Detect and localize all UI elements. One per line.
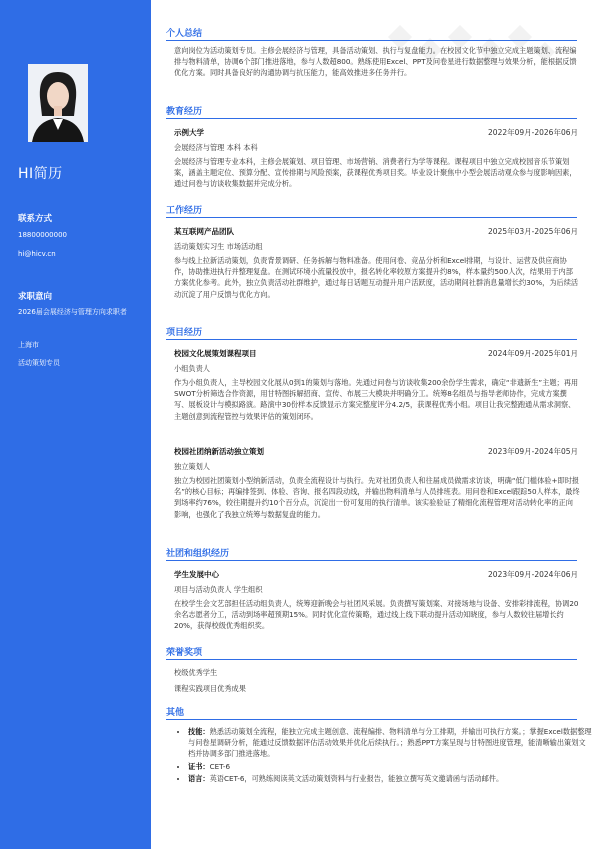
campus-row [174,569,578,580]
education-row [174,127,578,138]
summary-text: 意向岗位为活动策划专员。主修会展经济与管理，具备活动策划、执行与复盘能力。在校园文化节中独立完成主题策划、流程编排与物料清单，协调6个部门推进落地，参与人数超800。熟练使用Excel、PPT及问卷星进行数据整理与效果分析，能根据反馈优化方案。同时具备良好的沟通协调与抗压能力，能高效推进多任务并行。 [174,46,577,78]
list-item-text: CET-6 [209,761,231,771]
sidebar [0,0,151,849]
section-divider [166,659,577,660]
other-title: 其他 [166,708,185,718]
project-role: 小组负责人 [174,364,210,373]
list-item [188,726,592,760]
project-text: 作为小组负责人，主导校园文化展从0到1的策划与落地。先通过问卷与访谈收集200余份学生需求，确定“非遗新生”主题；再用SWOT分析筛选合作资源，用甘特图拆解招商、宣传、布展三大模块并明确分工。统筹8名组员与指导老师协作，完成方案撰写、展板设计与模拟路演。路演中30份样本反馈显示方案完整度评分4.2/5，获课程优秀小组。项目让我完整跑通从需求洞察、主题创意到流程管控与效果评估的策划闭环。 [174,378,579,421]
intent-item: 上海市 [18,341,39,349]
award-item: 课程实践项目优秀成果 [174,684,246,693]
email: hi@hicv.cn [18,250,56,258]
project-row [174,446,578,457]
list-item-text: 英语CET-6，可熟练阅读英文活动策划资料与行业报告，能独立撰写英文邀请函与活动邮件。 [209,773,504,783]
section-divider [166,719,577,720]
section-divider [166,40,577,41]
project-name: 校园文化展策划课程项目 [174,349,257,358]
campus-date: 2023年09月-2024年06月 [488,570,578,579]
company-name: 某互联网产品团队 [174,227,234,236]
candidate-name: HI简历 [18,166,63,182]
intent-item: 活动策划专员 [18,359,60,367]
summary-title: 个人总结 [166,29,203,39]
project-text: 独立为校园社团策划小型纳新活动，负责全流程设计与执行。先对社团负责人和往届成员做需求访谈，明确“低门槛体验+即时报名”的核心目标；再编排签到、体验、咨询、报名四段动线，并输出物料清单与人员排班表。用问卷和Excel跟踪50人样本，最终到场率约76%，较往期提升约10个百分点，沉淀出一份可复用的执行清单。该实验验证了精细化流程管理对活动转化率的正向影响，也强化了我独立统筹与数据复盘的能力。 [174,476,580,519]
project-row [174,348,578,359]
avatar-photo-icon [28,64,88,142]
avatar [28,64,88,142]
project-date: 2024年09月-2025年01月 [488,349,578,358]
campus-title: 社团和组织经历 [166,549,230,559]
campus-text: 在校学生会文艺部担任活动组负责人，统筹迎新晚会与社团风采展。负责撰写策划案、对接场地与设备、安排彩排流程，协调20余名志愿者分工，活动到场率超预期15%。同时优化宣传策略，通过线上线下联动提升活动知晓度，参与人数较往届增长约20%，获得校级优秀组织奖。 [174,599,579,631]
education-major: 会展经济与管理 本科 本科 [174,143,258,152]
phone: 18800000000 [18,231,67,239]
work-title: 工作经历 [166,206,203,216]
section-divider [166,118,577,119]
education-date: 2022年09月-2026年06月 [488,128,578,137]
intent-item: 2026届会展经济与管理方向求职者 [18,308,127,316]
project-date: 2023年09月-2024年05月 [488,447,578,456]
list-item-text: 熟悉活动策划全流程，能独立完成主题创意、流程编排、物料清单与分工排期，并输出可执行方案。；掌握Excel数据整理与问卷星调研分析，能通过反馈数据评估活动效果并优化后续执行。；熟悉PPT方案呈现与甘特图进度管理，能清晰输出策划文档并协调多部门推进落地。 [188,727,592,759]
awards-title: 荣誉奖项 [166,648,203,658]
section-divider [166,217,577,218]
school-name: 示例大学 [174,128,204,137]
work-role: 活动策划实习生 市场活动组 [174,242,263,251]
section-divider [166,560,577,561]
education-title: 教育经历 [166,107,203,117]
campus-role: 项目与活动负责人 学生组织 [174,585,263,594]
work-text: 参与线上拉新活动策划，负责背景调研、任务拆解与物料准备。使用问卷、竞品分析和Excel排期，与设计、运营及供应商协作，协助推进执行并整理复盘。在测试环境小流量投放中，报名转化率较原方案提升约8%，样本量约500人次，结果用于内部方案优化参考。此外，独立负责活动社群维护，通过每日话题互动提升用户活跃度，活动期间社群消息量增长约30%，为后续活动沉淀了用户反馈与优化方向。 [174,256,579,299]
other-list [174,726,592,785]
project-name: 校园社团纳新活动独立策划 [174,447,264,456]
education-text: 会展经济与管理专业本科，主修会展策划、项目管理、市场营销、消费者行为学等课程。课程项目中独立完成校园音乐节策划案，涵盖主题定位、预算分配、宣传排期与风险预案，获课程优秀项目奖。毕业设计聚焦中小型会展活动观众参与度影响因素，通过问卷与访谈收集数据并完成分析。 [174,157,577,189]
award-item: 校级优秀学生 [174,668,218,677]
intent-title: 求职意向 [18,292,53,302]
org-name: 学生发展中心 [174,570,219,579]
list-item-label: 证书： [188,761,210,771]
contact-title: 联系方式 [18,214,53,224]
work-row [174,226,578,237]
section-divider [166,339,577,340]
list-item-label: 语言： [188,773,210,783]
list-item [188,761,592,772]
project-role: 独立策划人 [174,462,210,471]
list-item [188,773,592,784]
list-item-label: 技能： [188,727,210,736]
projects-title: 项目经历 [166,328,203,338]
work-date: 2025年03月-2025年06月 [488,227,578,236]
